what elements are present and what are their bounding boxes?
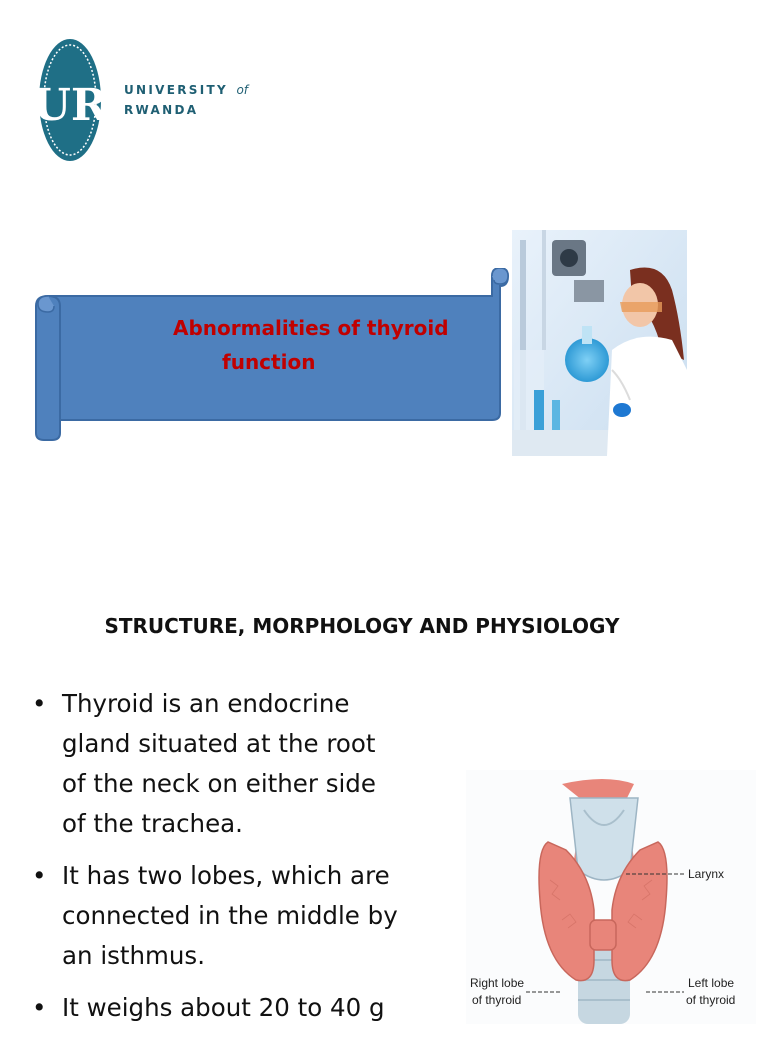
- bullet-dot-icon: •: [32, 689, 47, 718]
- university-logo: [36, 36, 249, 166]
- banner-title-line1: Abnormalities of thyroid: [173, 316, 449, 340]
- bullet-item: [30, 988, 470, 1028]
- bullet-line: an isthmus.: [62, 941, 205, 970]
- thyroid-illustration: [466, 770, 756, 1024]
- label-left-lobe-2: of thyroid: [686, 993, 736, 1007]
- title-banner: [30, 268, 510, 453]
- label-right-lobe-2: of thyroid: [472, 993, 522, 1007]
- label-right-lobe-1: Right lobe: [470, 976, 525, 990]
- logo-of: of: [236, 83, 249, 97]
- bullet-dot-icon: •: [32, 993, 47, 1022]
- banner-title-line2: function: [222, 350, 316, 374]
- bullet-line: connected in the middle by: [62, 901, 398, 930]
- bullet-line: It weighs about 20 to 40 g: [62, 993, 385, 1022]
- ur-logo-icon: [36, 36, 116, 166]
- bullet-dot-icon: •: [32, 861, 47, 890]
- bullet-line: It has two lobes, which are: [62, 861, 390, 890]
- label-left-lobe-1: Left lobe: [688, 976, 735, 990]
- bullet-item: [30, 684, 470, 844]
- lab-photo: [512, 230, 687, 456]
- bullet-line: gland situated at the root: [62, 729, 376, 758]
- scientist-image: [512, 230, 687, 456]
- thyroid-diagram: [466, 770, 756, 1024]
- logo-country: RWANDA: [124, 103, 199, 117]
- label-larynx: Larynx: [688, 867, 725, 881]
- svg-text:UR: UR: [36, 80, 108, 131]
- bullet-line: Thyroid is an endocrine: [62, 689, 350, 718]
- bullet-item: [30, 856, 470, 976]
- section-heading: STRUCTURE, MORPHOLOGY AND PHYSIOLOGY: [104, 614, 620, 638]
- logo-wordmark: [124, 80, 248, 120]
- logo-university: UNIVERSITY: [124, 83, 228, 97]
- bullet-list: [30, 684, 470, 1040]
- bullet-line: of the trachea.: [62, 809, 243, 838]
- bullet-line: of the neck on either side: [62, 769, 376, 798]
